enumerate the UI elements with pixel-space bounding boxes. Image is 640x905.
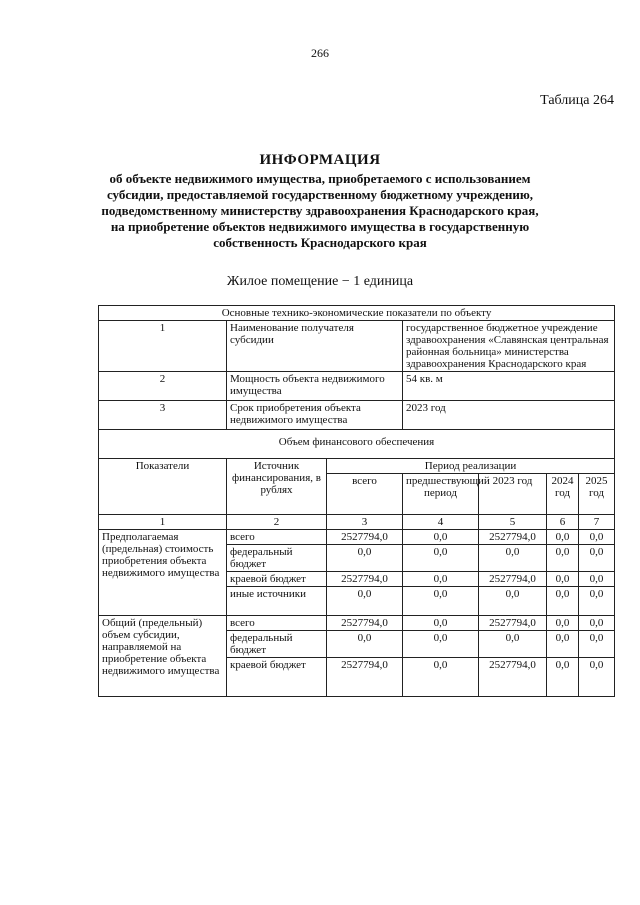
column-number: 4 (403, 515, 479, 530)
column-number: 1 (99, 515, 227, 530)
col-header-previous: предшествующий период (403, 474, 479, 515)
source-cell: федеральный бюджет (227, 545, 327, 572)
source-cell: краевой бюджет (227, 572, 327, 587)
info-table (98, 305, 615, 697)
value-2023: 2527794,0 (479, 616, 547, 631)
value-total: 2527794,0 (327, 572, 403, 587)
value-2023: 0,0 (479, 631, 547, 658)
value-2024: 0,0 (547, 587, 579, 616)
value-2024: 0,0 (547, 616, 579, 631)
row-value: 2023 год (403, 401, 615, 430)
subtitle-line: об объекте недвижимого имущества, приобретаемого с использованием (109, 171, 531, 186)
row-label: Мощность объекта недвижимого имущества (227, 372, 403, 401)
value-previous: 0,0 (403, 631, 479, 658)
source-cell: иные источники (227, 587, 327, 616)
value-2023: 2527794,0 (479, 530, 547, 545)
page-number: 266 (311, 46, 329, 60)
column-header-row (99, 459, 615, 474)
value-2024: 0,0 (547, 658, 579, 697)
value-total: 2527794,0 (327, 616, 403, 631)
value-2025: 0,0 (579, 545, 615, 572)
value-2024: 0,0 (547, 530, 579, 545)
column-number: 5 (479, 515, 547, 530)
value-2025: 0,0 (579, 572, 615, 587)
source-cell: краевой бюджет (227, 658, 327, 697)
column-number-row (99, 515, 615, 530)
value-2024: 0,0 (547, 572, 579, 587)
section-header-row (99, 430, 615, 459)
value-2023: 0,0 (479, 545, 547, 572)
col-header-indicators: Показатели (99, 459, 227, 515)
subtitle-line: на приобретение объектов недвижимого имущества в государственную (110, 219, 530, 234)
subtitle-line: собственность Краснодарского края (213, 235, 427, 250)
value-2023: 0,0 (479, 587, 547, 616)
value-2024: 0,0 (547, 545, 579, 572)
col-header-source: Источник финансирования, в рублях (227, 459, 327, 515)
value-total: 2527794,0 (327, 658, 403, 697)
col-header-2023: 2023 год (479, 474, 547, 515)
group-label: Общий (предельный) объем субсидии, направляемой на приобретение объекта недвижимого имущества (99, 616, 227, 697)
value-2025: 0,0 (579, 530, 615, 545)
source-cell: всего (227, 530, 327, 545)
table-row (99, 372, 615, 401)
col-header-period: Период реализации (327, 459, 615, 474)
column-number: 6 (547, 515, 579, 530)
value-2025: 0,0 (579, 658, 615, 697)
value-2025: 0,0 (579, 616, 615, 631)
row-label: Наименование получателя субсидии (227, 321, 403, 372)
section-header: Основные технико-экономические показатели по объекту (99, 306, 615, 321)
col-header-total: всего (327, 474, 403, 515)
value-2024: 0,0 (547, 631, 579, 658)
value-total: 0,0 (327, 587, 403, 616)
column-number: 3 (327, 515, 403, 530)
value-total: 0,0 (327, 545, 403, 572)
value-previous: 0,0 (403, 587, 479, 616)
row-value: 54 кв. м (403, 372, 615, 401)
row-number: 2 (99, 372, 227, 401)
value-total: 2527794,0 (327, 530, 403, 545)
table-row (99, 321, 615, 372)
value-2023: 2527794,0 (479, 658, 547, 697)
value-previous: 0,0 (403, 616, 479, 631)
document-title: ИНФОРМАЦИЯ (259, 152, 381, 168)
value-previous: 0,0 (403, 545, 479, 572)
table-label: Таблица 264 (540, 93, 614, 108)
document-subtitle (70, 171, 570, 251)
row-value: государственное бюджетное учреждение здравоохранения «Славянская центральная районная больница» министерства здравоохранения Краснодарского края (403, 321, 615, 372)
value-2023: 2527794,0 (479, 572, 547, 587)
source-cell: федеральный бюджет (227, 631, 327, 658)
section-header: Объем финансового обеспечения (99, 430, 615, 459)
subtitle-line: подведомственному министерству здравоохранения Краснодарского края, (101, 203, 539, 218)
subtitle-line: субсидии, предоставляемой государственному бюджетному учреждению, (106, 187, 534, 202)
table-row (99, 616, 615, 631)
value-previous: 0,0 (403, 572, 479, 587)
source-cell: всего (227, 616, 327, 631)
column-number: 7 (579, 515, 615, 530)
value-previous: 0,0 (403, 530, 479, 545)
value-2025: 0,0 (579, 587, 615, 616)
value-total: 0,0 (327, 631, 403, 658)
row-number: 1 (99, 321, 227, 372)
section-header-row (99, 306, 615, 321)
col-header-2024: 2024 год (547, 474, 579, 515)
title-block (70, 152, 570, 251)
table-row (99, 530, 615, 545)
column-number: 2 (227, 515, 327, 530)
value-2025: 0,0 (579, 631, 615, 658)
col-header-2025: 2025 год (579, 474, 615, 515)
table-row (99, 401, 615, 430)
group-label: Предполагаемая (предельная) стоимость приобретения объекта недвижимого имущества (99, 530, 227, 616)
object-description: Жилое помещение − 1 единица (226, 274, 414, 289)
value-previous: 0,0 (403, 658, 479, 697)
row-label: Срок приобретения объекта недвижимого имущества (227, 401, 403, 430)
row-number: 3 (99, 401, 227, 430)
